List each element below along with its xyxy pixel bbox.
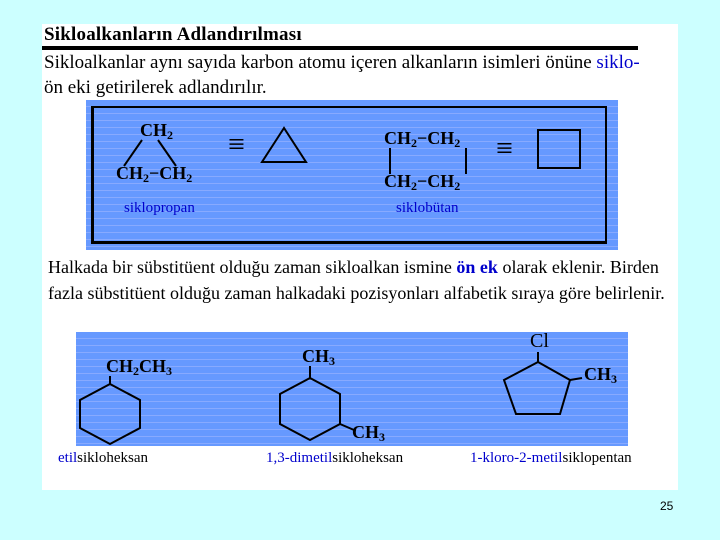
intro-text-before: Sikloalkanlar aynı sayıda karbon atomu içeren alkanların isimleri önüne <box>44 52 597 73</box>
cyclopropane-name: siklopropan <box>124 200 195 216</box>
chloro-group: Cl <box>530 330 549 352</box>
cyclobutane-bottom-group: $CH_2-CH_2$ <box>384 171 461 193</box>
cyclobutane-name: siklobütan <box>396 200 459 216</box>
intro-highlight: siklo- <box>596 52 640 73</box>
page-number: 25 <box>660 499 674 513</box>
para2-text-before: Halkada bir sübstitüent olduğu zaman sikloalkan ismine <box>48 257 457 277</box>
dimethylcyclohexane-name: 1,3-dimetilsikloheksan <box>266 450 404 466</box>
dimethyl-bottom-group: $CH_3$ <box>352 422 386 444</box>
para2-highlight: ön ek <box>456 257 498 277</box>
para2-text-after: olarak eklenir. Birden fazla sübstitüent olduğu zaman halkadaki pozisyonları alfabetik sıraya göre belirlenir. <box>48 257 665 303</box>
equiv-symbol-1: ≡ <box>228 128 245 161</box>
equiv-symbol-2: ≡ <box>496 132 513 165</box>
dimethyl-top-group: $CH_3$ <box>302 346 336 368</box>
chloromethylcyclopentane-name: 1-kloro-2-metilsiklopentan <box>470 450 632 466</box>
ethylcyclohexane-name: etilsikloheksan <box>58 450 148 466</box>
cyclobutane-top-group: $CH_2-CH_2$ <box>384 128 461 150</box>
cyclopropane-bottom-group: $CH_2-CH_2$ <box>116 163 193 185</box>
chloro-methyl-group: $CH_3$ <box>584 364 618 386</box>
ethyl-group: $CH_2CH_3$ <box>106 356 173 378</box>
slide-title: Sikloalkanların Adlandırılması <box>44 24 302 45</box>
intro-text-after: ön eki getirilerek adlandırılır. <box>44 77 267 98</box>
cyclopropane-top-group: $CH_2$ <box>140 120 174 142</box>
